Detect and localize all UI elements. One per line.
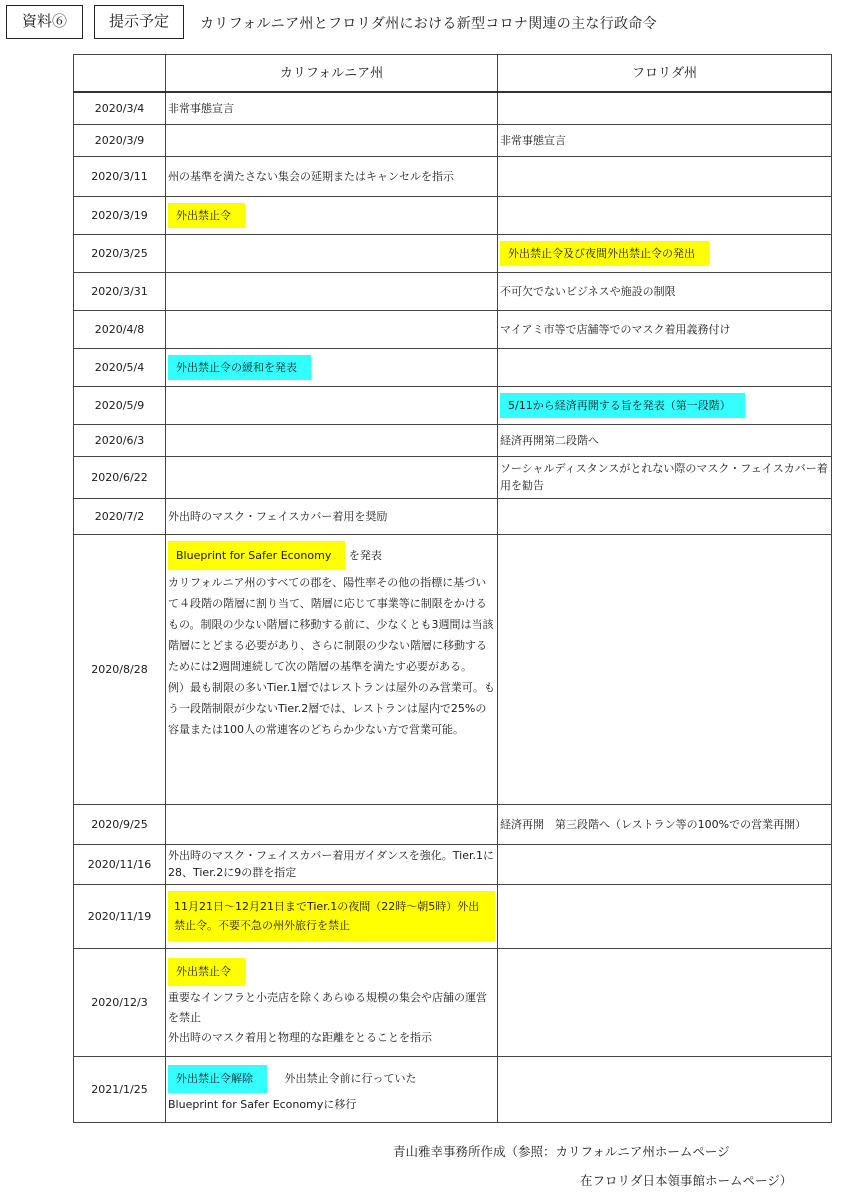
row-date: 2020/3/11 bbox=[74, 156, 166, 196]
california-cell bbox=[166, 456, 498, 498]
order-suffix: を発表 bbox=[348, 548, 382, 562]
highlighted-order: 外出禁止令の緩和を発表 bbox=[168, 355, 311, 380]
table-row bbox=[74, 124, 832, 156]
row-date: 2020/6/3 bbox=[74, 424, 166, 456]
california-cell: 外出時のマスク・フェイスカバー着用を奨励 bbox=[166, 498, 498, 534]
florida-cell: 不可欠でないビジネスや施設の制限 bbox=[498, 272, 832, 310]
row-date: 2020/8/28 bbox=[74, 534, 166, 804]
california-cell bbox=[166, 534, 498, 804]
table-row bbox=[74, 844, 832, 884]
california-cell bbox=[166, 1056, 498, 1122]
highlighted-order: 外出禁止令及び夜間外出禁止令の発出 bbox=[500, 241, 709, 266]
row-date: 2020/4/8 bbox=[74, 310, 166, 348]
table-row bbox=[74, 534, 832, 804]
presentation-status-tag: 提示予定 bbox=[94, 5, 184, 39]
florida-cell: マイアミ市等で店舗等でのマスク着用義務付け bbox=[498, 310, 832, 348]
order-description: Blueprint for Safer Economyに移行 bbox=[168, 1098, 357, 1111]
florida-cell bbox=[498, 534, 832, 804]
highlighted-order: Blueprint for Safer Economy bbox=[168, 541, 345, 570]
florida-cell bbox=[498, 348, 832, 386]
california-cell bbox=[166, 948, 498, 1056]
table-row bbox=[74, 156, 832, 196]
source-note-line1: 青山雅幸事務所作成（参照：カリフォルニア州ホームページ bbox=[393, 1144, 730, 1159]
florida-cell: 経済再開 第三段階へ（レストラン等の100%での営業再開） bbox=[498, 804, 832, 844]
highlighted-order: 外出禁止令 bbox=[168, 958, 245, 986]
table-row bbox=[74, 196, 832, 234]
florida-cell bbox=[498, 92, 832, 124]
table-row bbox=[74, 1056, 832, 1122]
table-row bbox=[74, 348, 832, 386]
california-cell: 州の基準を満たさない集会の延期またはキャンセルを指示 bbox=[166, 156, 498, 196]
florida-cell bbox=[498, 498, 832, 534]
table-row bbox=[74, 310, 832, 348]
row-date: 2020/3/31 bbox=[74, 272, 166, 310]
table-row bbox=[74, 92, 832, 124]
california-cell bbox=[166, 124, 498, 156]
table-row bbox=[74, 884, 832, 948]
order-description-2: 外出時のマスク着用と物理的な距離をとることを指示 bbox=[168, 1031, 432, 1044]
highlighted-order: 外出禁止令 bbox=[168, 203, 245, 228]
row-date: 2021/1/25 bbox=[74, 1056, 166, 1122]
florida-cell bbox=[498, 884, 832, 948]
florida-cell bbox=[498, 948, 832, 1056]
table-row bbox=[74, 948, 832, 1056]
california-cell bbox=[166, 884, 498, 948]
row-date: 2020/5/4 bbox=[74, 348, 166, 386]
table-header-row bbox=[74, 55, 832, 93]
table-row bbox=[74, 456, 832, 498]
california-cell bbox=[166, 234, 498, 272]
florida-cell bbox=[498, 156, 832, 196]
row-date: 2020/12/3 bbox=[74, 948, 166, 1056]
florida-cell bbox=[498, 234, 832, 272]
header-florida: フロリダ州 bbox=[498, 55, 832, 93]
row-date: 2020/3/9 bbox=[74, 124, 166, 156]
california-cell bbox=[166, 424, 498, 456]
row-date: 2020/11/16 bbox=[74, 844, 166, 884]
highlighted-order: 外出禁止令解除 bbox=[168, 1065, 267, 1093]
california-cell: 非常事態宣言 bbox=[166, 92, 498, 124]
california-cell bbox=[166, 386, 498, 424]
california-cell bbox=[166, 348, 498, 386]
header-california: カリフォルニア州 bbox=[166, 55, 498, 93]
florida-cell bbox=[498, 844, 832, 884]
row-date: 2020/3/4 bbox=[74, 92, 166, 124]
header-date-cell bbox=[74, 55, 166, 93]
california-cell: 外出時のマスク・フェイスカバー着用ガイダンスを強化。Tier.1に28、Tier.2に9の群を指定 bbox=[166, 844, 498, 884]
california-cell bbox=[166, 196, 498, 234]
florida-cell bbox=[498, 1056, 832, 1122]
row-date: 2020/5/9 bbox=[74, 386, 166, 424]
florida-cell bbox=[498, 196, 832, 234]
highlighted-order: 11月21日～12月21日までTier.1の夜間（22時～朝5時）外出禁止令。不要不急の州外旅行を禁止 bbox=[168, 891, 495, 941]
order-description: カリフォルニア州のすべての郡を、陽性率その他の指標に基づいて４段階の階層に割り当て、階層に応じて事業等に制限をかけるもの。制限の少ない階層に移動する前に、少なくとも3週間は当該階層にとどまる必要があり、さらに制限の少ない階層に移動するためには2週間連続して次の階層の基準を満たす必要がある。 bbox=[168, 575, 494, 673]
orders-table bbox=[73, 54, 832, 1123]
table-row bbox=[74, 272, 832, 310]
order-example: 例）最も制限の多いTier.1層ではレストランは屋外のみ営業可。もう一段階制限が少ないTier.2層では、レストランは屋内で25%の容量または100人の常連客のどちらか少ない方で営業可能。 bbox=[168, 680, 495, 736]
california-cell bbox=[166, 272, 498, 310]
document-number-tag: 資料⑥ bbox=[6, 5, 83, 39]
document-title: カリフォルニア州とフロリダ州における新型コロナ関連の主な行政命令 bbox=[200, 16, 657, 32]
row-date: 2020/11/19 bbox=[74, 884, 166, 948]
table-row bbox=[74, 386, 832, 424]
florida-cell: 非常事態宣言 bbox=[498, 124, 832, 156]
table-row bbox=[74, 804, 832, 844]
table-row bbox=[74, 498, 832, 534]
florida-cell: 経済再開第二段階へ bbox=[498, 424, 832, 456]
row-date: 2020/6/22 bbox=[74, 456, 166, 498]
row-date: 2020/3/25 bbox=[74, 234, 166, 272]
highlighted-order: 5/11から経済再開する旨を発表（第一段階） bbox=[500, 393, 745, 418]
table-row bbox=[74, 424, 832, 456]
row-date: 2020/9/25 bbox=[74, 804, 166, 844]
california-cell bbox=[166, 804, 498, 844]
table-row bbox=[74, 234, 832, 272]
florida-cell: ソーシャルディスタンスがとれない際のマスク・フェイスカバー着用を勧告 bbox=[498, 456, 832, 498]
order-suffix: 外出禁止令前に行っていた bbox=[284, 1072, 417, 1085]
california-cell bbox=[166, 310, 498, 348]
source-note-line2: 在フロリダ日本領事館ホームページ） bbox=[580, 1173, 793, 1188]
row-date: 2020/7/2 bbox=[74, 498, 166, 534]
row-date: 2020/3/19 bbox=[74, 196, 166, 234]
order-description: 重要なインフラと小売店を除くあらゆる規模の集会や店舗の運営を禁止 bbox=[168, 991, 487, 1024]
florida-cell bbox=[498, 386, 832, 424]
